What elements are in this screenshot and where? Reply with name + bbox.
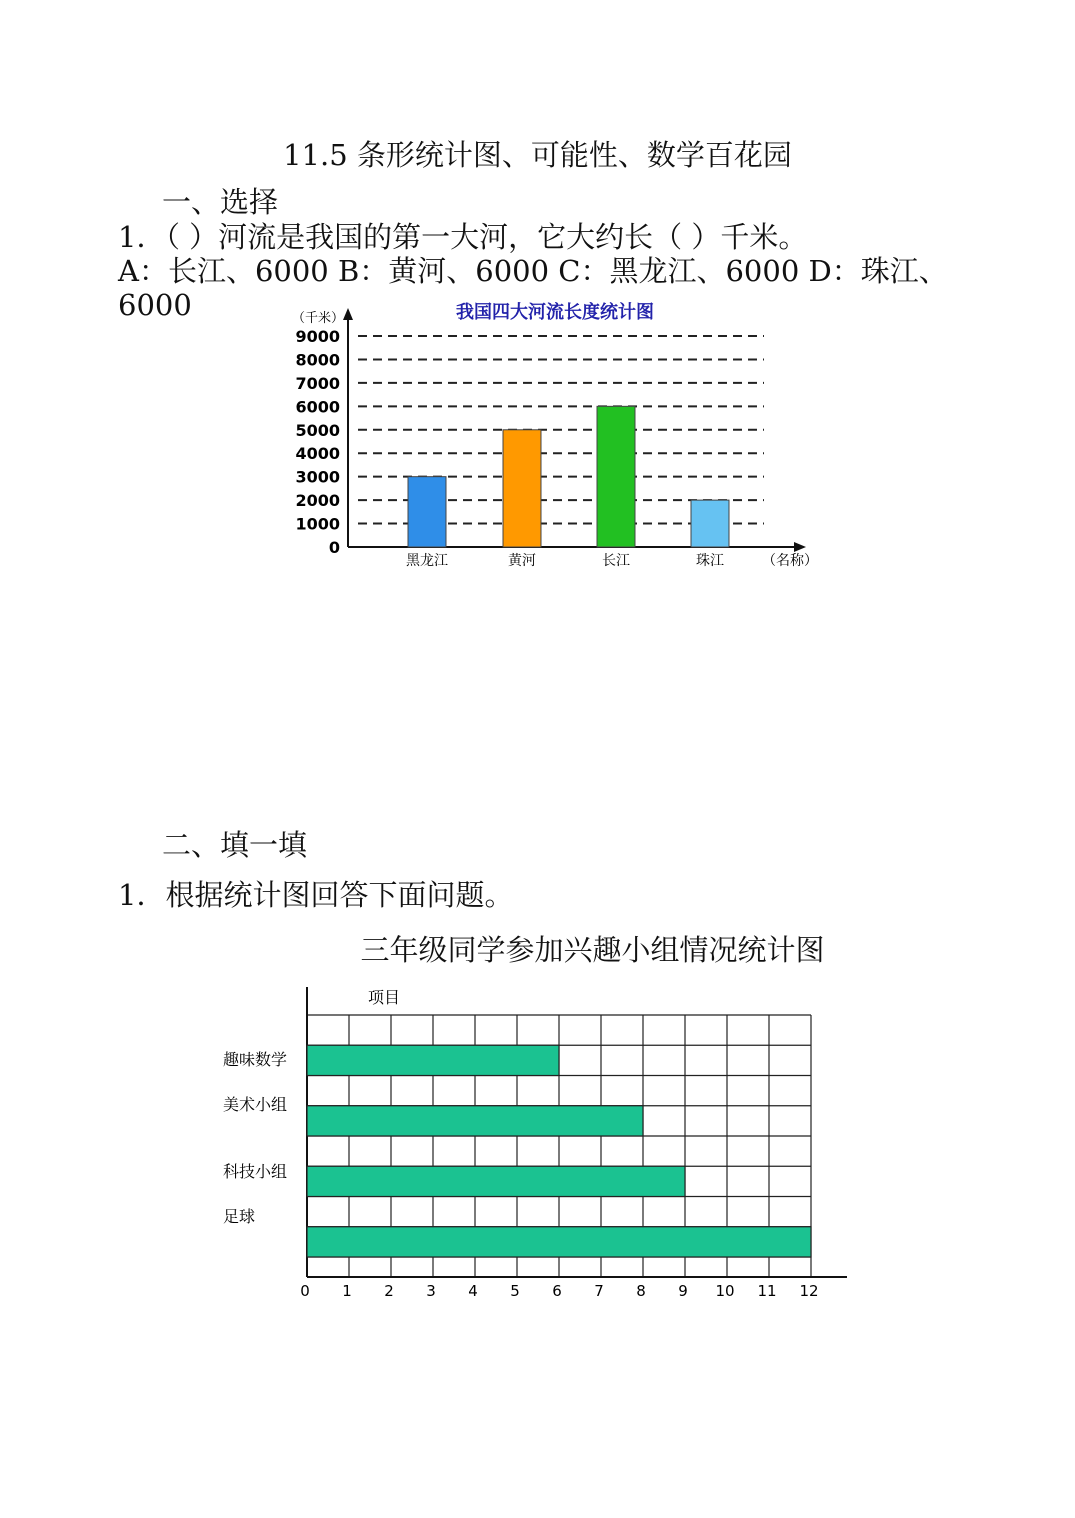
chart-2-heading: 三年级同学参加兴趣小组情况统计图 xyxy=(360,933,825,967)
x-tick-label: 珠江 xyxy=(696,553,724,569)
bar-2 xyxy=(307,1106,643,1136)
x-axis-label: （名称） xyxy=(762,553,818,569)
question-1-options-continued: 6000 xyxy=(118,288,192,322)
y-tick-label: 7000 xyxy=(295,373,340,393)
river-length-chart xyxy=(280,295,840,580)
x-tick-label: 0 xyxy=(300,1282,310,1300)
bar-4 xyxy=(307,1227,811,1257)
bar-2 xyxy=(503,430,541,547)
x-tick-label: 9 xyxy=(678,1282,688,1300)
x-tick-label: 长江 xyxy=(602,553,630,569)
x-axis-arrow xyxy=(794,542,806,552)
page-title: 11.5 条形统计图、可能性、数学百花园 xyxy=(283,138,792,172)
y-tick-label: 5000 xyxy=(295,420,340,440)
y-tick-label: 0 xyxy=(328,538,340,557)
x-tick-label: 10 xyxy=(715,1282,735,1300)
category-label: 足球 xyxy=(223,1207,256,1226)
y-axis-label: （千米） xyxy=(292,311,345,326)
x-tick-label: 7 xyxy=(594,1282,604,1300)
y-tick-label: 4000 xyxy=(295,444,340,464)
bar-4 xyxy=(691,500,729,547)
y-tick-label: 8000 xyxy=(295,350,340,370)
x-tick-label: 6 xyxy=(552,1282,562,1300)
y-axis-arrow xyxy=(343,308,353,320)
x-tick-label: 11 xyxy=(757,1282,777,1300)
x-tick-label: 2 xyxy=(384,1282,394,1300)
bar-3 xyxy=(597,406,635,547)
category-label: 科技小组 xyxy=(223,1162,288,1181)
y-tick-label: 2000 xyxy=(295,491,340,511)
x-tick-label: 黄河 xyxy=(508,553,536,569)
y-tick-label: 1000 xyxy=(295,514,340,534)
bar-1 xyxy=(307,1045,559,1075)
bar-1 xyxy=(408,477,446,547)
question-1-line-1: 1．（ ）河流是我国的第一大河，它大约长（ ）千米。 xyxy=(118,220,808,254)
y-axis-label: 项目 xyxy=(368,988,401,1007)
y-tick-label: 6000 xyxy=(295,397,340,417)
x-tick-label: 8 xyxy=(636,1282,646,1300)
section-heading-choice: 一、选择 xyxy=(162,185,279,219)
y-tick-label: 3000 xyxy=(295,467,340,487)
section-heading-fill: 二、填一填 xyxy=(162,828,308,862)
x-tick-label: 5 xyxy=(510,1282,520,1300)
chart-title: 我国四大河流长度统计图 xyxy=(456,302,654,323)
question-1-options: A：长江、6000 B：黄河、6000 C：黑龙江、6000 D：珠江、 xyxy=(118,254,948,288)
y-tick-label: 9000 xyxy=(295,327,340,346)
x-tick-label: 1 xyxy=(342,1282,352,1300)
category-label: 趣味数学 xyxy=(223,1050,288,1069)
x-tick-label: 12 xyxy=(799,1282,819,1300)
bar-3 xyxy=(307,1166,685,1196)
x-tick-label: 3 xyxy=(426,1282,436,1300)
category-label: 美术小组 xyxy=(223,1095,288,1114)
x-tick-label: 4 xyxy=(468,1282,478,1300)
question-2-prompt: 1．根据统计图回答下面问题。 xyxy=(118,878,514,912)
interest-group-chart xyxy=(210,980,870,1315)
x-tick-label: 黑龙江 xyxy=(406,553,448,569)
